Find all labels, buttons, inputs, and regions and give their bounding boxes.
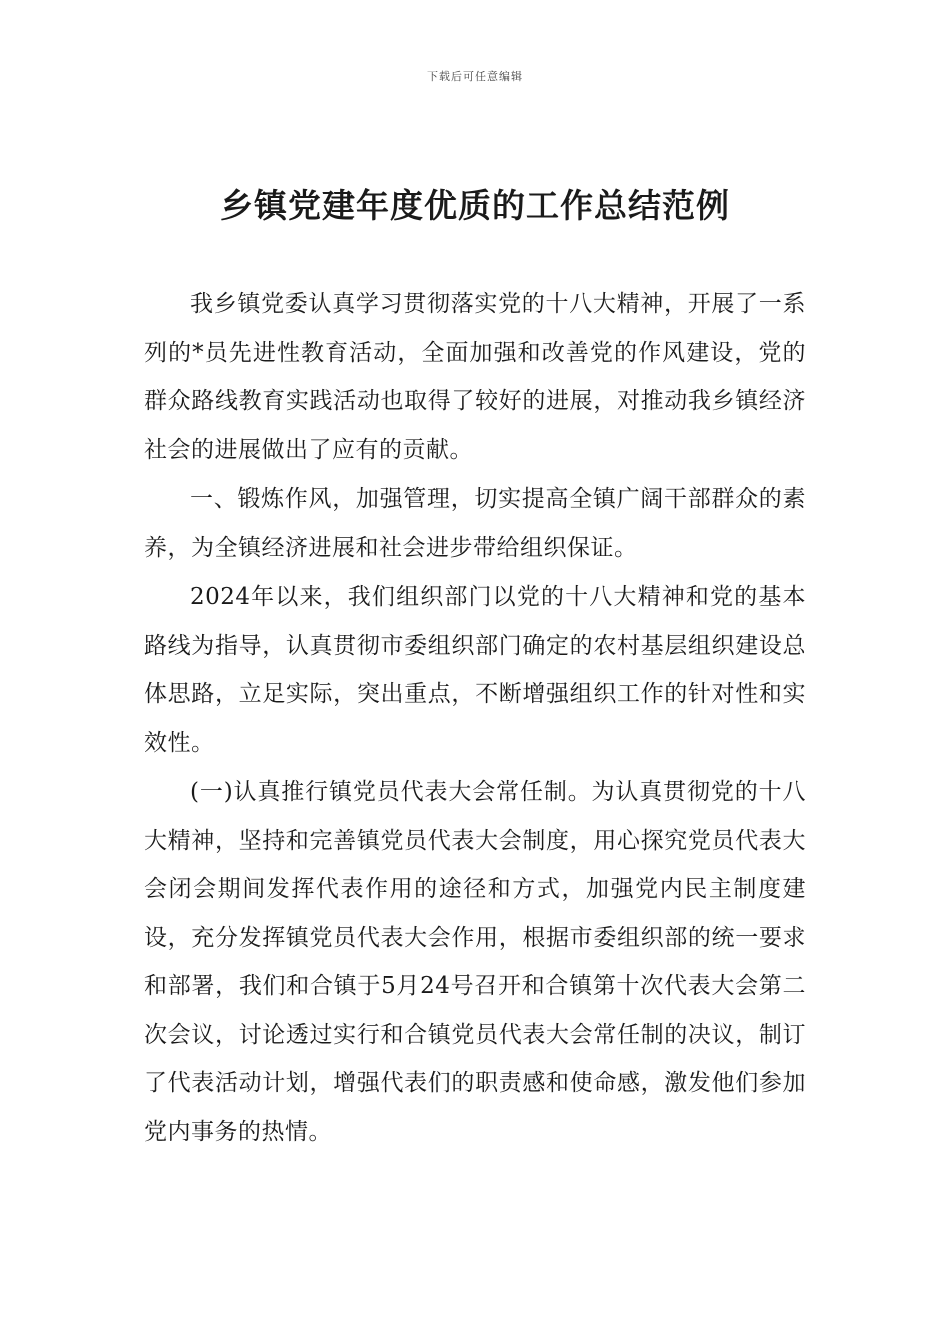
header-note: 下载后可任意编辑 [427, 70, 523, 83]
document-title: 乡镇党建年度优质的工作总结范例 [220, 186, 730, 225]
paragraph-overview: 2024年以来，我们组织部门以党的十八大精神和党的基本路线为指导，认真贯彻市委组织部门确定的农村基层组织建设总体思路，立足实际，突出重点，不断增强组织工作的针对性和实效性。 [144, 584, 806, 756]
paragraph-section-heading: 一、锻炼作风，加强管理，切实提高全镇广阔干部群众的素养，为全镇经济进展和社会进步带给组织保证。 [144, 486, 806, 561]
paragraph-item-1: (一)认真推行镇党员代表大会常任制。为认真贯彻党的十八大精神，坚持和完善镇党员代表大会制度，用心探究党员代表大会闭会期间发挥代表作用的途径和方式，加强党内民主制度建设，充分发挥镇党员代表大会作用，根据市委组织部的统一要求和部署，我们和合镇于5月24号召开和合镇第十次代表大会第二次会议，讨论透过实行和合镇党员代表大会常任制的决议，制订了代表活动计划，增强代表们的职责感和使命感，激发他们参加党内事务的热情。 [144, 779, 806, 1145]
document-body [144, 280, 806, 1157]
paragraph-intro: 我乡镇党委认真学习贯彻落实党的十八大精神，开展了一系列的*员先进性教育活动，全面加强和改善党的作风建设，党的群众路线教育实践活动也取得了较好的进展，对推动我乡镇经济社会的进展做出了应有的贡献。 [144, 291, 806, 463]
